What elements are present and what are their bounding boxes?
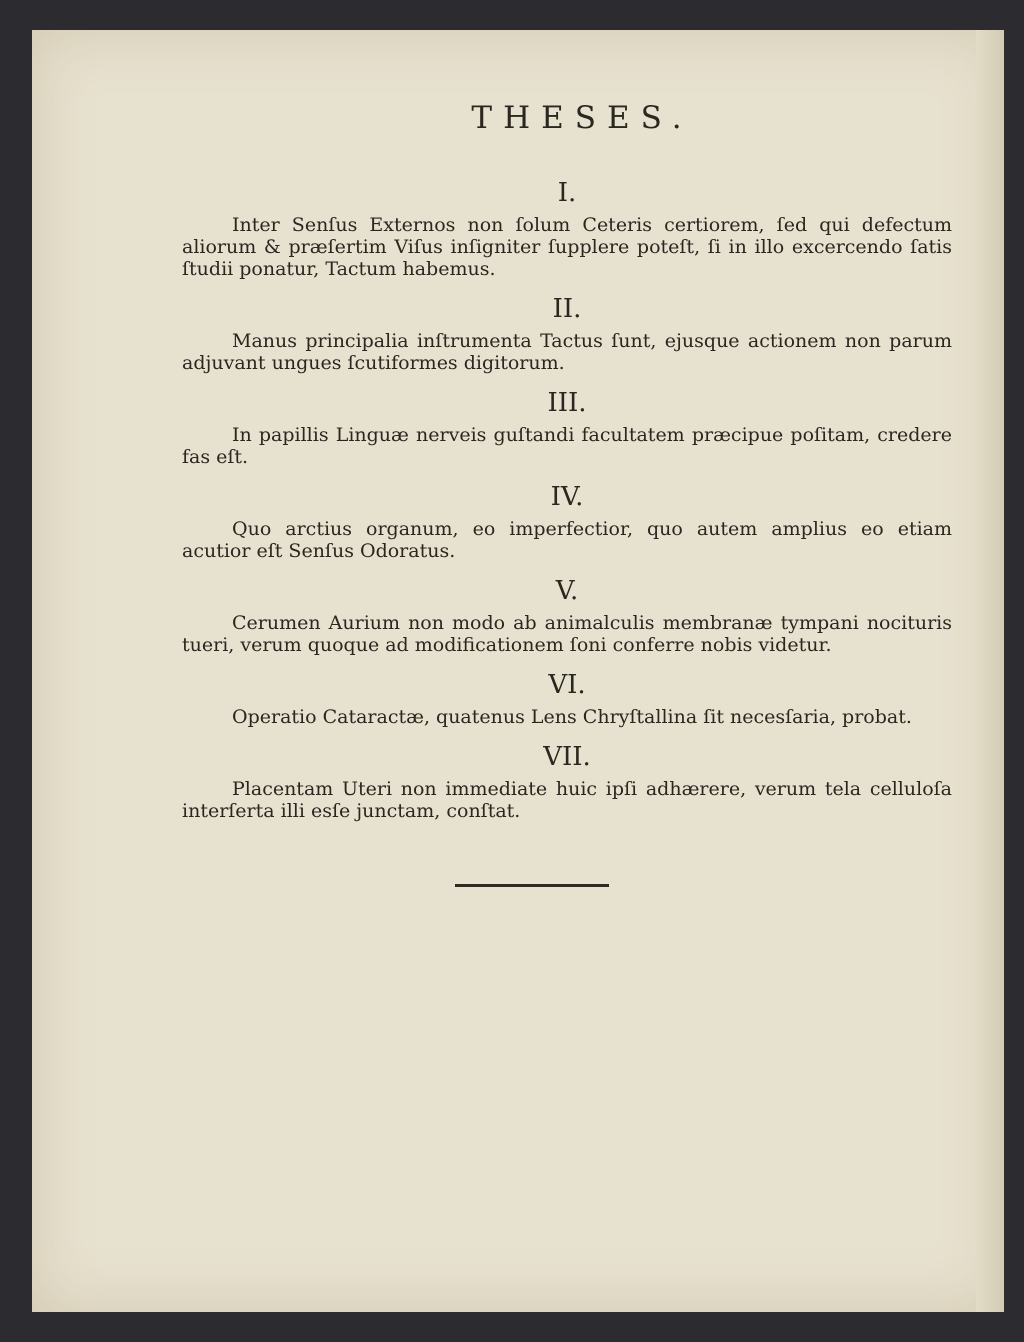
thesis-numeral: IV. (550, 482, 584, 512)
thesis-text: Placentam Uteri non immediate huic ipſi adhærere, verum tela celluloſa interſerta illi esſe junctam, conſtat. (182, 778, 952, 822)
thesis-text: Manus principalia inſtrumenta Tactus ſunt, ejusque actionem non parum adjuvant ungues ſcutiformes digitorum. (182, 330, 952, 374)
thesis-5 (182, 576, 952, 656)
document-page (32, 30, 1004, 1312)
thesis-text: Operatio Cataractæ, quatenus Lens Chryſtallina ſit necesſaria, probat. (232, 706, 912, 728)
thesis-2 (182, 294, 952, 374)
thesis-numeral: VI. (548, 670, 586, 700)
page-title: THESES. (471, 100, 693, 136)
thesis-numeral: II. (552, 294, 582, 324)
thesis-3 (182, 388, 952, 468)
thesis-numeral: V. (555, 576, 579, 606)
thesis-7 (182, 742, 952, 822)
thesis-text: Inter Senſus Externos non ſolum Ceteris certiorem, ſed qui defectum aliorum & præſertim Viſus inſigniter ſupplere poteſt, ſi in illo excercendo ſatis ſtudii ponatur, Tactum habemus. (182, 214, 952, 280)
thesis-numeral: III. (547, 388, 587, 418)
thesis-numeral: I. (557, 178, 577, 208)
thesis-numeral: VII. (543, 742, 591, 772)
thesis-4 (182, 482, 952, 562)
document-content (182, 100, 952, 887)
page-edge (976, 30, 1004, 1312)
thesis-text: Cerumen Aurium non modo ab animalculis membranæ tympani nocituris tueri, verum quoque ad modificationem ſoni conferre nobis videtur. (182, 612, 952, 656)
thesis-6 (182, 670, 952, 728)
closing-rule (455, 884, 609, 887)
thesis-1 (182, 178, 952, 280)
thesis-text: In papillis Linguæ nerveis guſtandi facultatem præcipue poſitam, credere fas eſt. (182, 424, 952, 468)
thesis-text: Quo arctius organum, eo imperfectior, quo autem amplius eo etiam acutior eſt Senſus Odoratus. (182, 518, 952, 562)
